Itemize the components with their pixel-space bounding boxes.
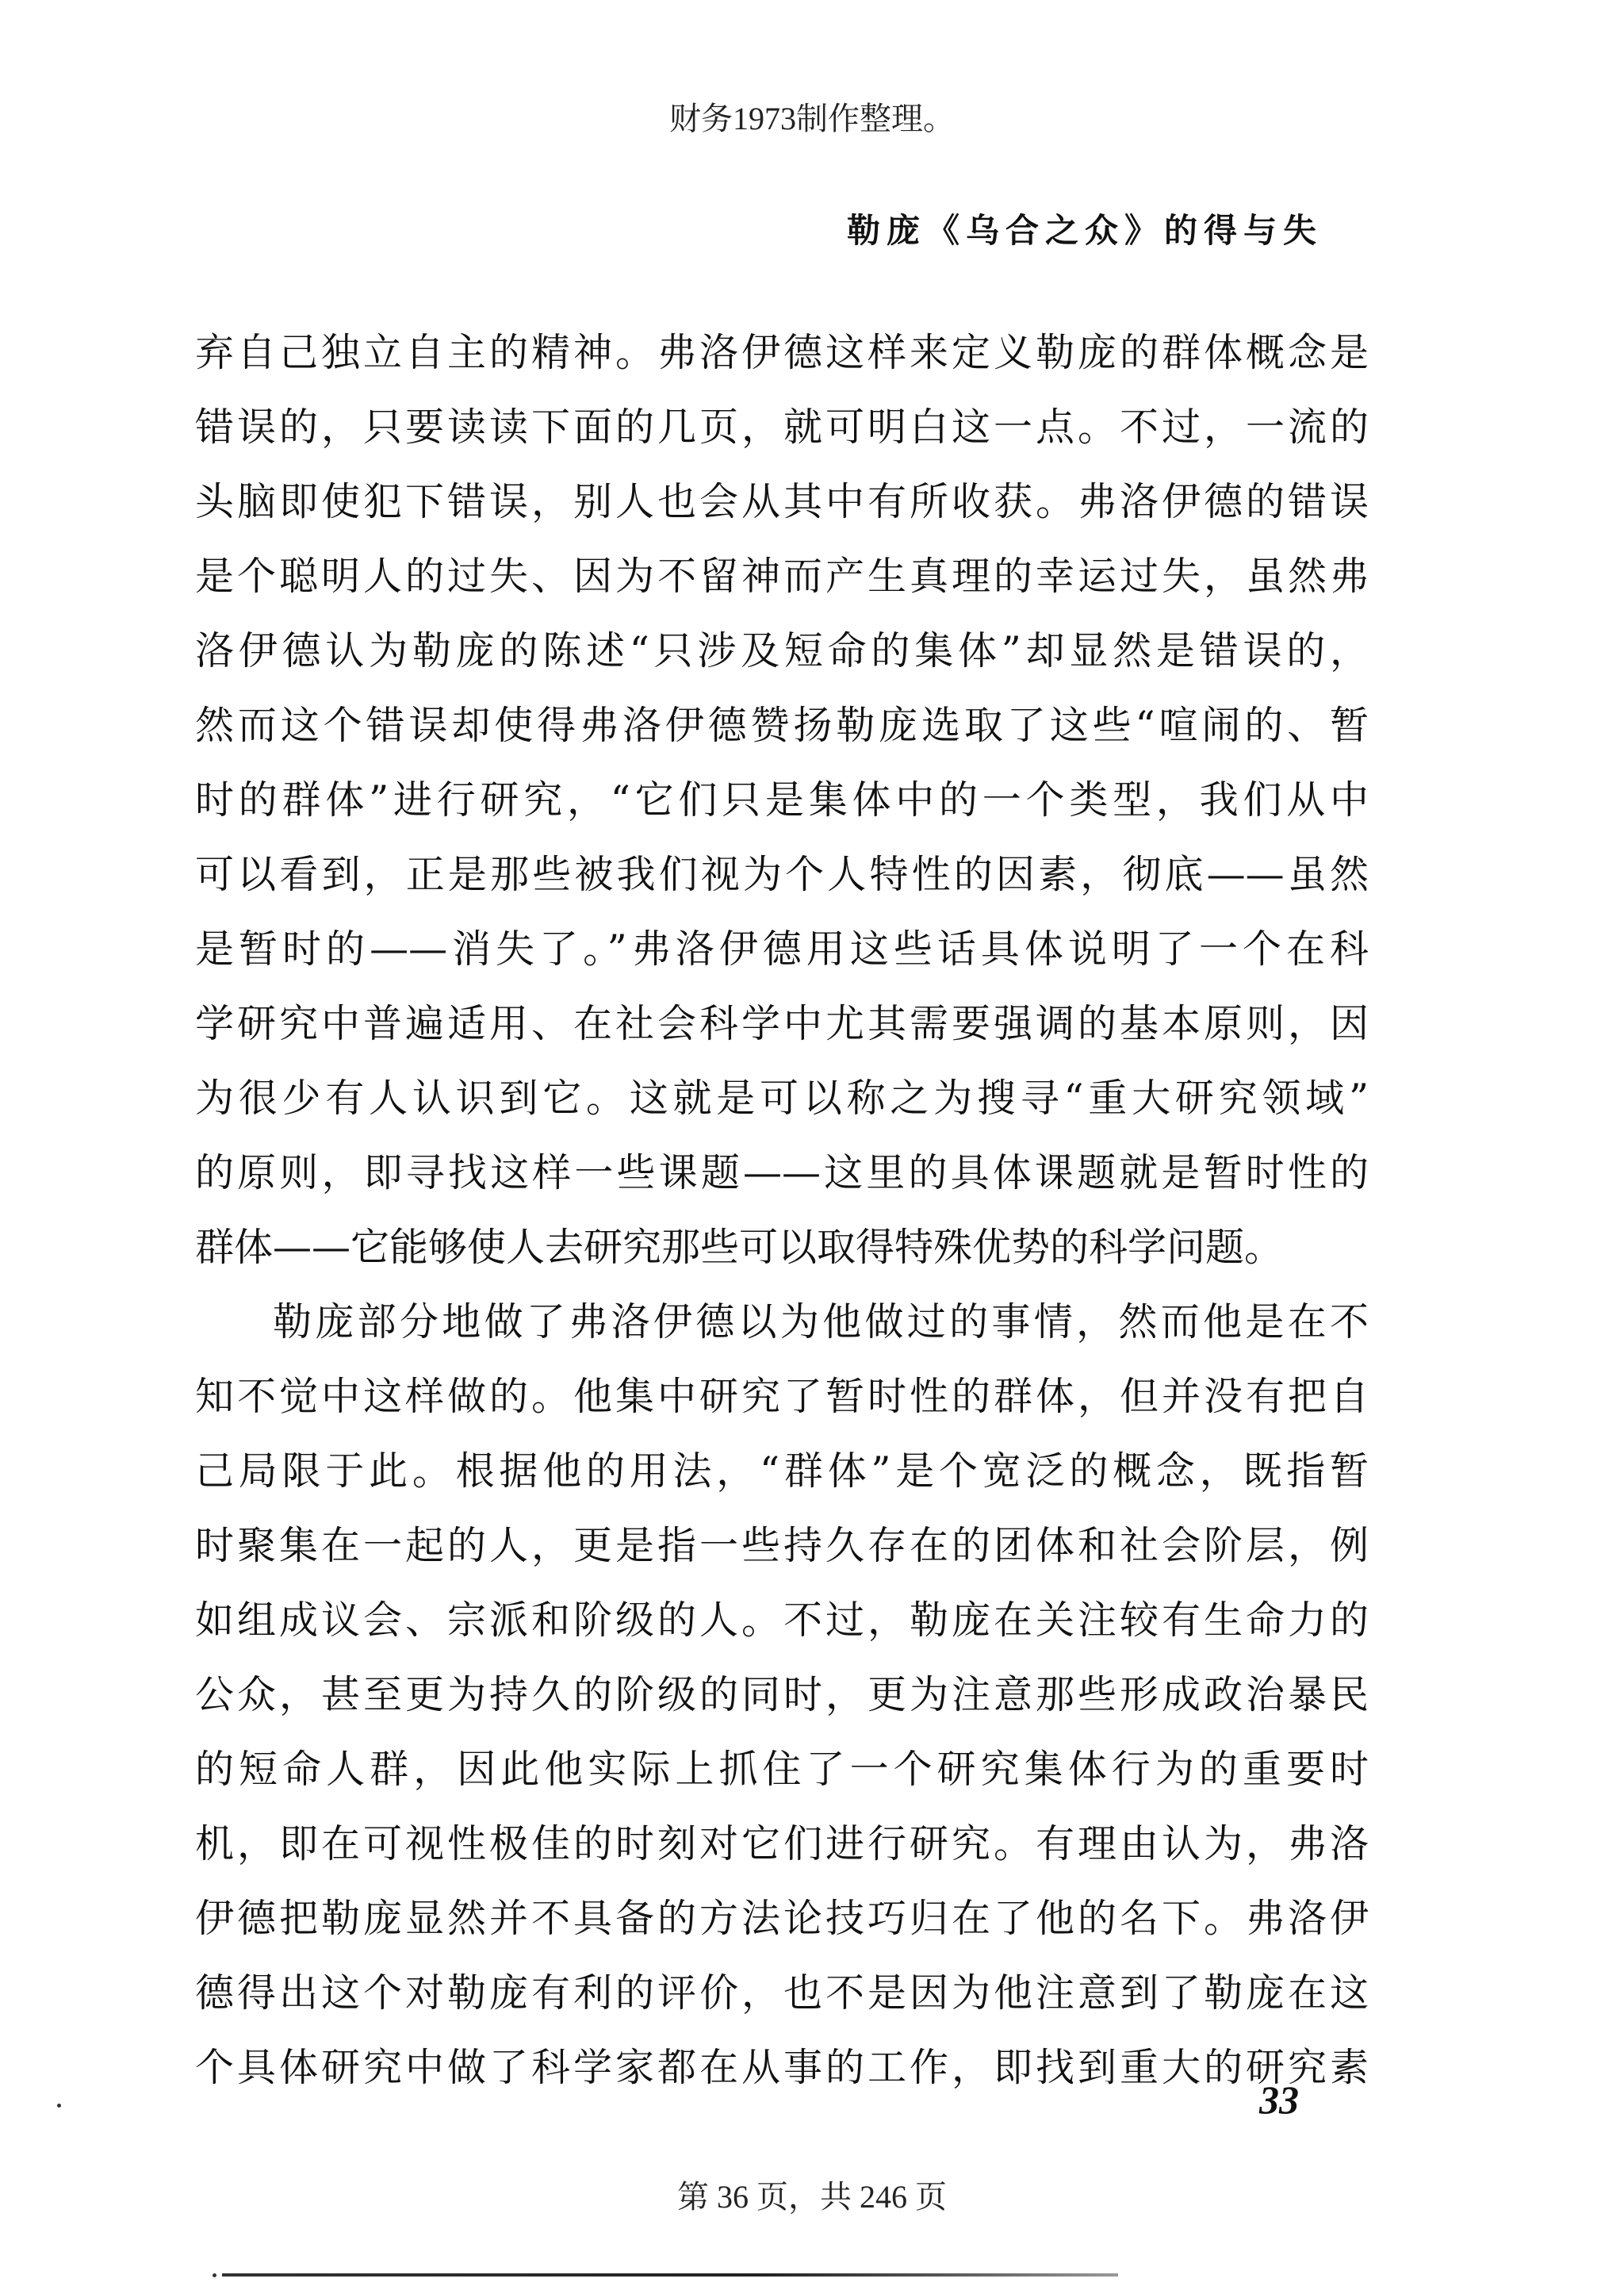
text-line: 是个聪明人的过失、因为不留神而产生真理的幸运过失，虽然弗 bbox=[195, 554, 1369, 599]
text-line: 是暂时的——消失了。”弗洛伊德用这些话具体说明了一个在科 bbox=[195, 926, 1369, 972]
text-line: 弃自己独立自主的精神。弗洛伊德这样来定义勒庞的群体概念是 bbox=[195, 330, 1369, 375]
text-line: 伊德把勒庞显然并不具备的方法论技巧归在了他的名下。弗洛伊 bbox=[195, 1896, 1369, 1941]
text-line: 为很少有人认识到它。这就是可以称之为搜寻“重大研究领域” bbox=[195, 1076, 1369, 1121]
text-line: 学研究中普遍适用、在社会科学中尤其需要强调的基本原则，因 bbox=[195, 1001, 1369, 1046]
text-line: 洛伊德认为勒庞的陈述“只涉及短命的集体”却显然是错误的， bbox=[195, 628, 1369, 673]
text-line: 头脑即使犯下错误，别人也会从其中有所收获。弗洛伊德的错误 bbox=[195, 479, 1369, 524]
scan-artifact-rule bbox=[222, 2273, 1118, 2277]
text-line: 时的群体”进行研究，“它们只是集体中的一个类型，我们从中 bbox=[195, 777, 1369, 823]
text-line: 己局限于此。根据他的用法，“群体”是个宽泛的概念，既指暂 bbox=[195, 1448, 1369, 1494]
text-line: 公众，甚至更为持久的阶级的同时，更为注意那些形成政治暴民 bbox=[195, 1672, 1369, 1717]
text-line: 的短命人群，因此他实际上抓住了一个研究集体行为的重要时 bbox=[195, 1747, 1369, 1792]
text-line: 然而这个错误却使得弗洛伊德赞扬勒庞选取了这些“喧闹的、暂 bbox=[195, 703, 1369, 748]
text-line: 德得出这个对勒庞有利的评价，也不是因为他注意到了勒庞在这 bbox=[195, 1970, 1369, 2016]
scan-artifact-dot bbox=[213, 2273, 216, 2277]
running-header: 勒庞《乌合之众》的得与失 bbox=[846, 211, 1323, 250]
text-line: 时聚集在一起的人，更是指一些持久存在的团体和社会阶层，例 bbox=[195, 1523, 1369, 1568]
text-line: 的原则，即寻找这样一些课题——这里的具体课题就是暂时性的 bbox=[195, 1150, 1369, 1195]
page-number: 33 bbox=[1259, 2077, 1299, 2122]
text-line: 机，即在可视性极佳的时刻对它们进行研究。有理由认为，弗洛 bbox=[195, 1821, 1369, 1866]
text-line: 错误的，只要读读下面的几页，就可明白这一点。不过，一流的 bbox=[195, 405, 1369, 450]
text-line: 个具体研究中做了科学家都在从事的工作，即找到重大的研究素 bbox=[195, 2045, 1369, 2090]
scan-artifact-dot bbox=[57, 2104, 61, 2108]
page-footer: 第 36 页，共 246 页 bbox=[677, 2179, 947, 2215]
text-line: 如组成议会、宗派和阶级的人。不过，勒庞在关注较有生命力的 bbox=[195, 1598, 1369, 1643]
text-line: 可以看到，正是那些被我们视为个人特性的因素，彻底——虽然 bbox=[195, 852, 1369, 897]
text-line: 群体——它能够使人去研究那些可以取得特殊优势的科学问题。 bbox=[195, 1225, 1284, 1270]
watermark-text: 财务1973制作整理。 bbox=[669, 101, 955, 136]
body-text bbox=[195, 316, 1369, 2105]
text-line: 勒庞部分地做了弗洛伊德以为他做过的事情，然而他是在不 bbox=[273, 1299, 1369, 1344]
text-line: 知不觉中这样做的。他集中研究了暂时性的群体，但并没有把自 bbox=[195, 1374, 1369, 1419]
